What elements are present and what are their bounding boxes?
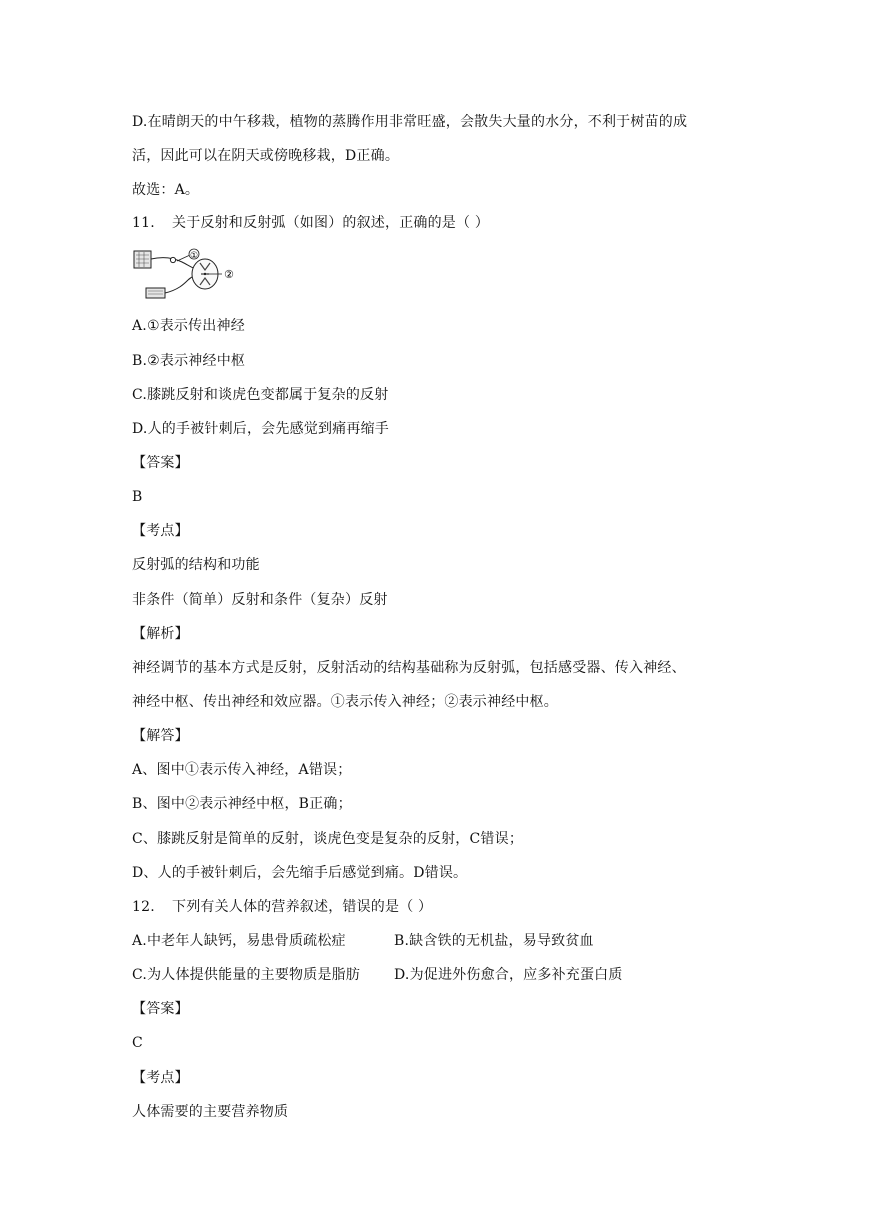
q11-option-d: D.人的手被针刺后，会先感觉到痛再缩手	[132, 421, 389, 437]
q11-analysis-heading: 【解析】	[132, 626, 189, 642]
q11-point-1: 反射弧的结构和功能	[132, 557, 260, 573]
prev-choice: 故选：A。	[132, 182, 200, 198]
q11-stem-text: 关于反射和反射弧（如图）的叙述，正确的是（ ）	[172, 215, 490, 231]
q12-stem	[132, 898, 432, 916]
q11-solution-heading: 【解答】	[132, 728, 189, 744]
q12-options-row-1	[132, 932, 346, 950]
q12-option-d: D.为促进外伤愈合，应多补充蛋白质	[394, 967, 623, 983]
prev-analysis-line-1: D.在晴朗天的中午移栽，植物的蒸腾作用非常旺盛，会散失大量的水分，不利于树苗的成	[132, 114, 688, 130]
q12-point-1: 人体需要的主要营养物质	[132, 1104, 289, 1120]
reflex-arc-figure	[130, 246, 242, 304]
ganglion	[170, 257, 175, 262]
q11-analysis-line-2: 神经中枢、传出神经和效应器。①表示传入神经；②表示神经中枢。	[132, 694, 558, 710]
receptor-shape	[134, 251, 151, 268]
q12-number: 12.	[132, 899, 155, 915]
q11-answer: B	[132, 489, 143, 505]
q12-options-row-2	[132, 966, 360, 984]
q11-points-heading: 【考点】	[132, 523, 189, 539]
q12-answer: C	[132, 1035, 143, 1051]
prev-analysis-line-2: 活，因此可以在阴天或傍晚移栽，D正确。	[132, 148, 400, 164]
q11-option-a: A.①表示传出神经	[132, 318, 245, 334]
q11-solution-d: D、人的手被针刺后，会先缩手后感觉到痛。D错误。	[132, 865, 468, 881]
q12-points-heading: 【考点】	[132, 1070, 189, 1086]
q11-solution-b: B、图中②表示神经中枢，B正确；	[132, 796, 352, 812]
q11-option-b: B.②表示神经中枢	[132, 353, 246, 369]
q11-stem	[132, 214, 489, 232]
label-1: ①	[190, 251, 199, 261]
q11-option-c: C.膝跳反射和谈虎色变都属于复杂的反射	[132, 387, 389, 403]
q12-option-b: B.缺含铁的无机盐，易导致贫血	[394, 933, 594, 949]
q11-number: 11.	[132, 215, 155, 231]
q12-option-a: A.中老年人缺钙，易患骨质疏松症	[132, 933, 346, 949]
q11-solution-c: C、膝跳反射是简单的反射，谈虎色变是复杂的反射，C错误；	[132, 831, 524, 847]
q11-analysis-line-1: 神经调节的基本方式是反射，反射活动的结构基础称为反射弧，包括感受器、传入神经、	[132, 660, 686, 676]
q12-answer-heading: 【答案】	[132, 1001, 189, 1017]
q11-solution-a: A、图中①表示传入神经，A错误；	[132, 762, 352, 778]
q12-stem-text: 下列有关人体的营养叙述，错误的是（ ）	[172, 899, 433, 915]
q11-answer-heading: 【答案】	[132, 455, 189, 471]
effector-shape	[146, 288, 165, 298]
q12-option-c: C.为人体提供能量的主要物质是脂肪	[132, 967, 361, 983]
label-2: ②	[224, 268, 234, 281]
q11-point-2: 非条件（简单）反射和条件（复杂）反射	[132, 592, 388, 608]
